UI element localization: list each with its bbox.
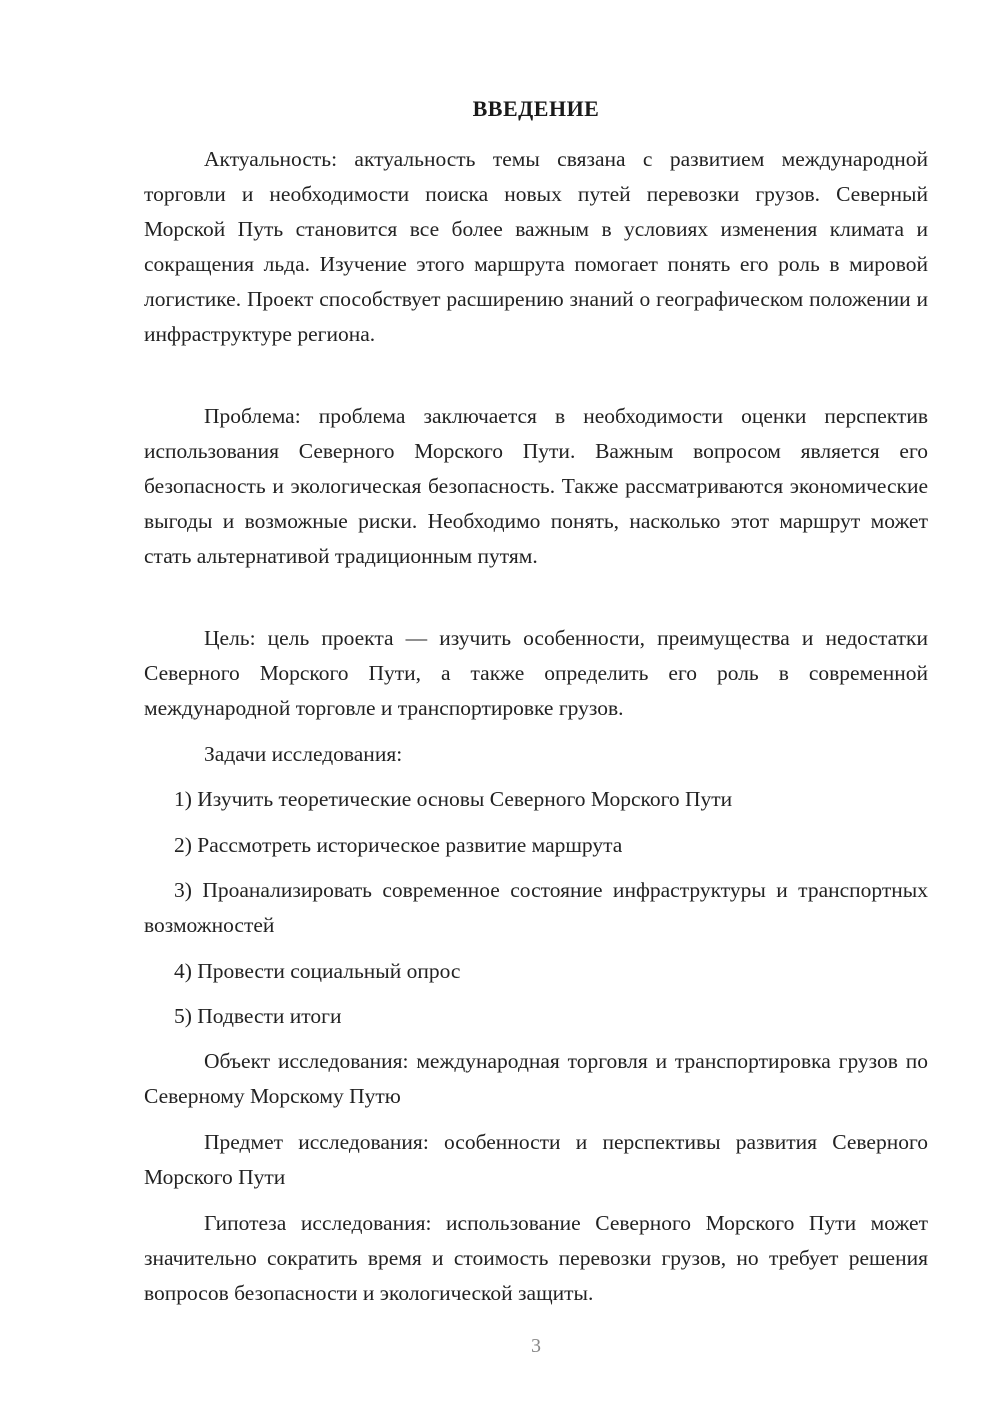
goal-paragraph: Цель: цель проекта — изучить особенности, преимущества и недостатки Северного Морского Пути, а также определить его роль в современной международной торговле и транспортировке грузов. (144, 626, 928, 720)
tasks-heading: Задачи исследования: (204, 742, 403, 766)
task-item-3: 3) Проанализировать современное состояние инфраструктуры и транспортных возможностей (144, 878, 928, 937)
hypothesis-paragraph: Гипотеза исследования: использование Северного Морского Пути может значительно сократить время и стоимость перевозки грузов, но требует решения вопросов безопасности и экологической защиты. (144, 1211, 928, 1305)
task-item-5: 5) Подвести итоги (174, 1004, 342, 1028)
task-item-4: 4) Провести социальный опрос (174, 959, 461, 983)
page-title: ВВЕДЕНИЕ (472, 96, 600, 121)
page-number: 3 (531, 1335, 541, 1357)
object-paragraph: Объект исследования: международная торговля и транспортировка грузов по Северному Морскому Путю (144, 1049, 928, 1108)
problem-paragraph: Проблема: проблема заключается в необходимости оценки перспектив использования Северного Морского Пути. Важным вопросом является его безопасность и экологическая безопасность. Также рассматриваются экономические выгоды и возможные риски. Необходимо понять, насколько этот маршрут может стать альтернативой традиционным путям. (144, 404, 928, 568)
document-page (144, 0, 928, 1414)
subject-paragraph: Предмет исследования: особенности и перспективы развития Северного Морского Пути (144, 1130, 928, 1189)
task-item-2: 2) Рассмотреть историческое развитие маршрута (174, 833, 623, 857)
relevance-paragraph: Актуальность: актуальность темы связана с развитием международной торговли и необходимости поиска новых путей перевозки грузов. Северный Морской Путь становится все более важным в условиях изменения климата и сокращения льда. Изучение этого маршрута помогает понять его роль в мировой логистике. Проект способствует расширению знаний о географическом положении и инфраструктуре региона. (144, 147, 928, 346)
task-item-1: 1) Изучить теоретические основы Северного Морского Пути (174, 787, 733, 811)
